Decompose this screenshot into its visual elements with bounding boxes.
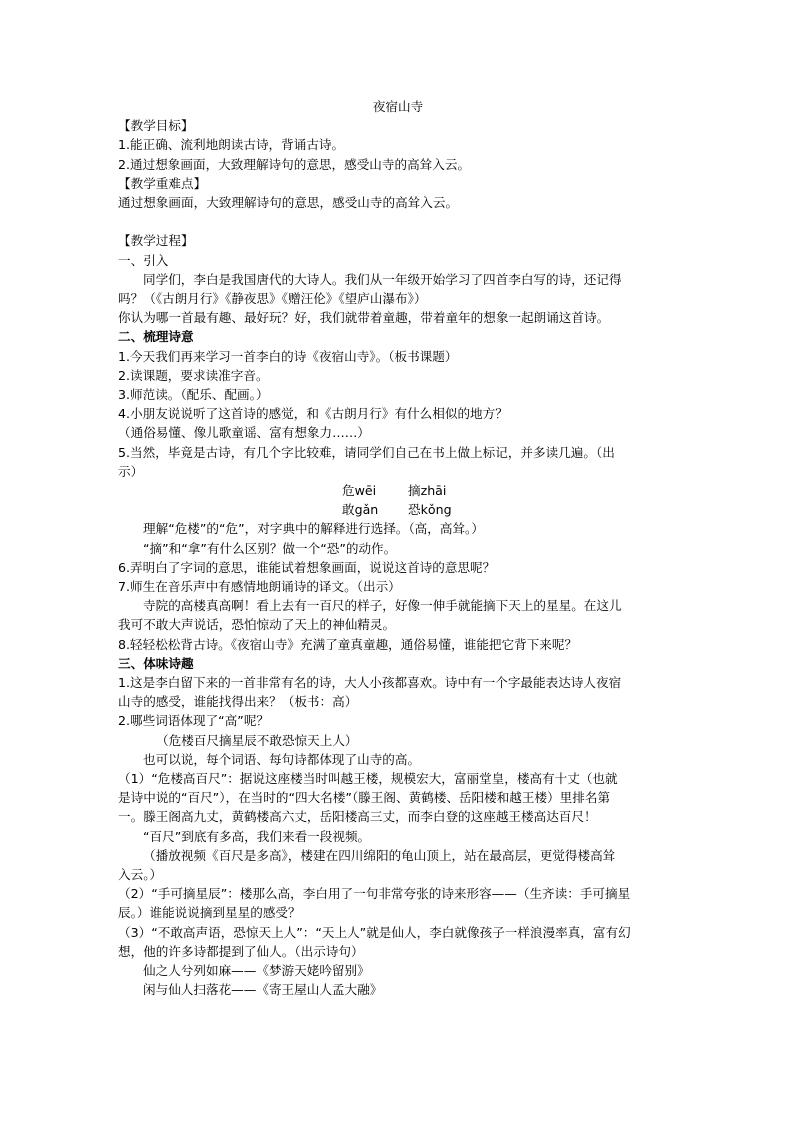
section-heading: 二、梳理诗意 — [118, 329, 194, 345]
step-item: 5.当然，毕竟是古诗，有几个字比较难，请同学们自己在书上做上标记，并多读几遍。（出 — [118, 444, 615, 460]
goal-item: 1.能正确、流利地朗读古诗，背诵古诗。 — [118, 137, 345, 153]
step-item: 辰。）谁能说说摘到星星的感受？ — [118, 905, 301, 921]
paragraph-line: 我可不敢大声说话，恐怕惊动了天上的神仙精灵。 — [118, 617, 396, 633]
step-item: （1）“危楼高百尺”：据说这座楼当时叫越王楼，规模宏大，富丽堂皇，楼高有十丈（也就 — [118, 771, 618, 787]
goal-item: 2.通过想象画面，大致理解诗句的意思，感受山寺的高耸入云。 — [118, 156, 471, 172]
step-item: （2）“手可摘星辰”：楼那么高，李白用了一句非常夸张的诗来形容——（生齐读：手可摘星 — [118, 886, 631, 902]
paragraph-line: （播放视频《百尺是多高》，楼建在四川绵阳的龟山顶上，站在最高层，更觉得楼高耸 — [143, 847, 616, 863]
step-item: 想，他的许多诗都提到了仙人。（出示诗句） — [118, 943, 364, 959]
paragraph-line: 你认为哪一首最有趣、最好玩？好，我们就带着童趣，带着童年的想象一起朗诵这首诗。 — [118, 310, 610, 326]
paragraph-line: 吗？（《古朗月行》《静夜思》《赠汪伦》《望庐山瀑布》） — [118, 291, 427, 307]
paragraph-line: 理解“危楼”的“危”，对字典中的解释进行选择。（高，高耸。） — [143, 521, 484, 537]
spacer — [118, 212, 678, 231]
step-item: 4.小朋友说说听了这首诗的感觉，和《古朗月行》有什么相似的地方？ — [118, 406, 508, 422]
paragraph-line: （危楼百尺摘星辰不敢恐惊天上人） — [156, 732, 358, 748]
step-item: 3.师范读。（配乐、配画。） — [118, 387, 269, 403]
pinyin-word: 危wēi — [342, 483, 377, 499]
key-points-text: 通过想象画面，大致理解诗句的意思，感受山寺的高耸入云。 — [118, 195, 459, 211]
step-item: 一。滕王阁高九丈，黄鹤楼高六丈，岳阳楼高三丈，而李白登的这座越王楼高达百尺！ — [118, 809, 597, 825]
step-item: 1.这是李白留下来的一首非常有名的诗，大人小孩都喜欢。诗中有一个字最能表达诗人夜宿 — [118, 675, 622, 691]
step-note: （通俗易懂、像儿歌童谣、富有想象力……） — [118, 425, 370, 441]
document-title: 夜宿山寺 — [372, 99, 424, 114]
paragraph-line: 寺院的高楼真高啊！看上去有一百尺的样子，好像一伸手就能摘下天上的星星。在这儿 — [143, 598, 622, 614]
pinyin-word: 摘zhāi — [408, 483, 447, 499]
pinyin-row — [118, 500, 678, 519]
step-item: 2.哪些词语体现了“高”呢？ — [118, 713, 270, 729]
section-heading: 三、体味诗趣 — [118, 655, 194, 671]
paragraph-line: “百尺”到底有多高，我们来看一段视频。 — [143, 828, 371, 844]
poem-quote: 仙之人兮列如麻——《梦游天姥吟留别》 — [143, 963, 370, 979]
step-item: （3）“不敢高声语，恐惊天上人”：“天上人”就是仙人，李白就像孩子一样浪漫率真，富有幻 — [118, 924, 631, 940]
step-item: 是诗中说的“百尺”），在当时的“四大名楼”（滕王阁、黄鹤楼、岳阳楼和越王楼）里排名第 — [118, 790, 611, 806]
section-heading: 一、引入 — [118, 252, 169, 268]
paragraph-line: 入云。） — [118, 867, 163, 883]
process-heading: 【教学过程】 — [118, 233, 194, 249]
paragraph-line: “摘”和“拿”有什么区别？做一个“恐”的动作。 — [143, 540, 397, 556]
poem-quote: 闲与仙人扫落花——《寄王屋山人孟大融》 — [143, 982, 383, 998]
paragraph-line: 同学们，李白是我国唐代的大诗人。我们从一年级开始学习了四首李白写的诗，还记得 — [143, 271, 622, 287]
goals-heading: 【教学目标】 — [118, 118, 194, 134]
step-item: 6.弄明白了字词的意思，谁能试着想象画面，说说这首诗的意思呢？ — [118, 559, 496, 575]
lesson-plan-body — [118, 97, 678, 1000]
pinyin-word: 敢gǎn — [342, 502, 379, 518]
step-item: 1.今天我们再来学习一首李白的诗《夜宿山寺》。（板书课题） — [118, 348, 458, 364]
step-item: 8.轻轻松松背古诗。《夜宿山寺》充满了童真童趣，通俗易懂，谁能把它背下来呢？ — [118, 636, 578, 652]
step-item: 示） — [118, 463, 144, 479]
pinyin-word: 恐kǒng — [408, 502, 452, 518]
step-item: 山寺的感受，谁能找得出来？（板书：高） — [118, 694, 358, 710]
pinyin-row — [118, 481, 678, 500]
key-points-heading: 【教学重难点】 — [118, 175, 207, 191]
paragraph-line: 也可以说，每个词语、每句诗都体现了山寺的高。 — [143, 751, 421, 767]
step-item: 7.师生在音乐声中有感情地朗诵诗的译文。（出示） — [118, 579, 401, 595]
step-item: 2.读课题，要求读准字音。 — [118, 367, 269, 383]
